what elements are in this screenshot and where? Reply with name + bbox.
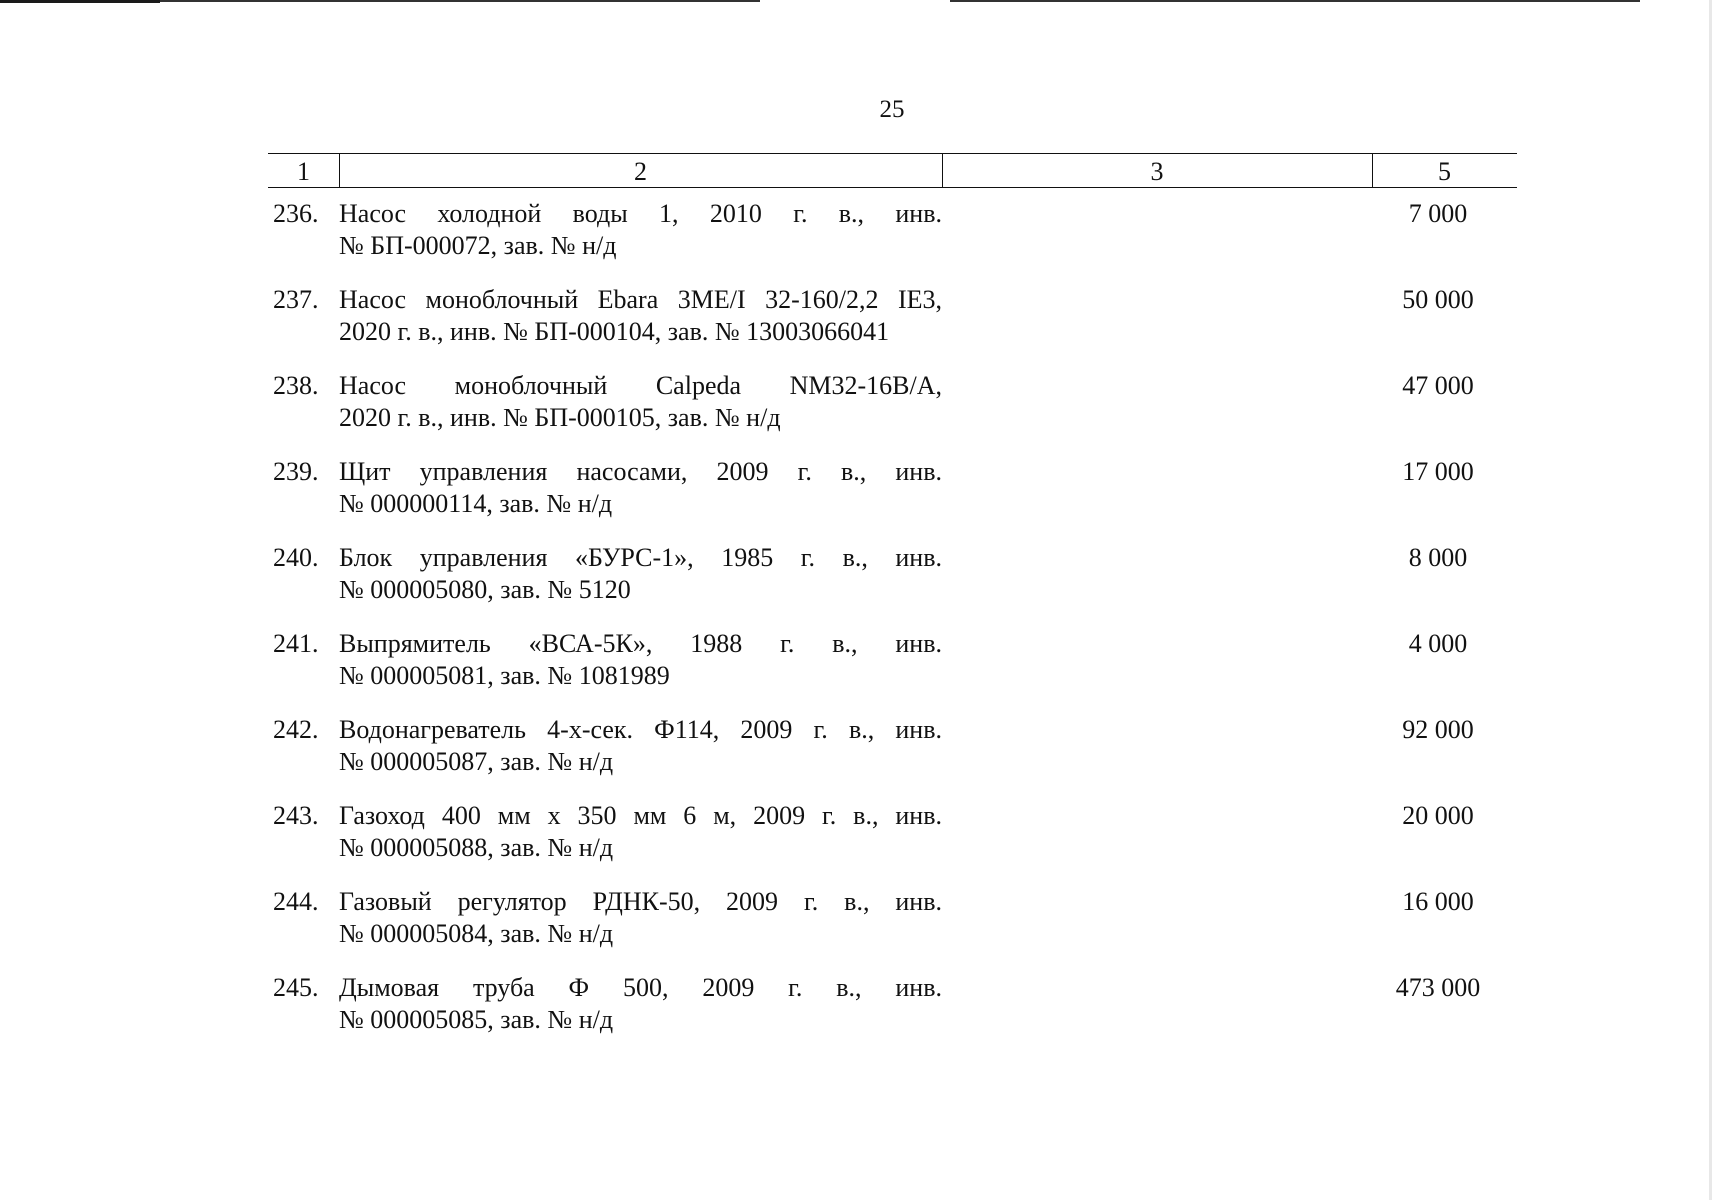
row-number: 244. [273,887,319,916]
header-col-1: 1 [297,157,310,186]
header-col-2: 2 [634,157,647,186]
scan-border-top [160,0,760,2]
scan-border-top [950,0,1640,2]
row-value: 20 000 [1402,801,1474,830]
row-number: 238. [273,371,319,400]
row-number: 239. [273,457,319,486]
row-description-line2: 2020 г. в., инв. № БП-000105, зав. № н/д [339,403,781,432]
row-description-line2: № 000005084, зав. № н/д [339,919,614,948]
row-description [339,284,942,348]
page-number: 25 [879,96,905,123]
table-header [268,153,1517,188]
row-value: 92 000 [1402,715,1474,744]
row-description-line2: 2020 г. в., инв. № БП-000104, зав. № 13003066041 [339,317,890,346]
table-row [268,370,1517,456]
row-value: 7 000 [1408,199,1468,228]
row-description-line1: Газовый регулятор РДНК-50, 2009 г. в., инв. [339,887,942,916]
row-value: 8 000 [1408,543,1468,572]
header-col-5: 5 [1438,157,1451,186]
row-number: 241. [273,629,319,658]
row-number: 245. [273,973,319,1002]
row-value: 16 000 [1402,887,1474,916]
row-description-line1: Насос холодной воды 1, 2010 г. в., инв. [339,199,942,228]
table-row [268,542,1517,628]
row-value: 47 000 [1402,371,1474,400]
row-description-line2: № 000005080, зав. № 5120 [339,575,631,604]
row-description [339,456,942,520]
row-number: 237. [273,285,319,314]
row-number: 243. [273,801,319,830]
row-description-line1: Щит управления насосами, 2009 г. в., инв. [339,457,942,486]
row-description-line1: Выпрямитель «ВСА-5К», 1988 г. в., инв. [339,629,942,658]
row-description-line2: № 000005081, зав. № 1081989 [339,661,670,690]
row-value: 50 000 [1402,285,1474,314]
row-description [339,198,942,262]
row-description [339,370,942,434]
row-description-line2: № 000005085, зав. № н/д [339,1005,614,1034]
row-description [339,628,942,692]
table-body [268,198,1517,1058]
row-value: 17 000 [1402,457,1474,486]
row-description-line1: Насос моноблочный Ebara 3ME/I 32-160/2,2 IE3, [339,285,942,314]
row-description-line2: № 000005088, зав. № н/д [339,833,614,862]
table-row [268,714,1517,800]
header-col-3: 3 [1150,157,1164,186]
row-description-line1: Газоход 400 мм х 350 мм 6 м, 2009 г. в., инв. [339,801,942,830]
row-description [339,886,942,950]
table-row [268,198,1517,284]
row-description-line1: Дымовая труба Ф 500, 2009 г. в., инв. [339,973,942,1002]
row-number: 240. [273,543,319,572]
row-description-line2: № 000000114, зав. № н/д [339,489,613,518]
row-description [339,800,942,864]
table-row [268,972,1517,1058]
row-description-line1: Блок управления «БУРС-1», 1985 г. в., инв. [339,543,942,572]
row-description-line1: Водонагреватель 4-х-сек. Ф114, 2009 г. в., инв. [339,715,942,744]
table-row [268,800,1517,886]
row-description-line1: Насос моноблочный Calpeda NM32-16B/A, [339,371,942,400]
row-description-line2: № БП-000072, зав. № н/д [339,231,617,260]
row-description [339,972,942,1036]
row-description-line2: № 000005087, зав. № н/д [339,747,614,776]
row-number: 242. [273,715,319,744]
table-row [268,628,1517,714]
row-value: 473 000 [1395,973,1481,1002]
row-description [339,542,942,606]
table-row [268,284,1517,370]
table-row [268,886,1517,972]
row-number: 236. [273,199,319,228]
row-description [339,714,942,778]
row-value: 4 000 [1408,629,1468,658]
table-row [268,456,1517,542]
scan-border-top [0,0,160,3]
